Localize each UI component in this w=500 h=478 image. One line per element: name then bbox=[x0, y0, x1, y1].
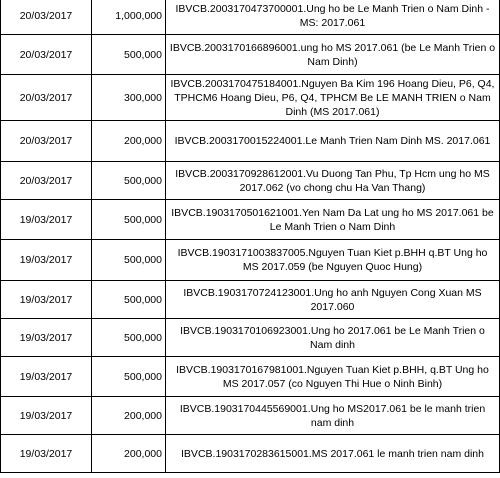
table-row bbox=[1, 162, 500, 200]
table-row bbox=[1, 35, 500, 75]
amount-cell: 500,000 bbox=[92, 35, 166, 75]
amount-cell: 200,000 bbox=[92, 121, 166, 162]
table-row bbox=[1, 240, 500, 281]
date-cell: 19/03/2017 bbox=[1, 435, 92, 473]
description-cell: IBVCB.2003170473700001.Ung ho be Le Manh Trien o Nam Dinh - MS: 2017.061 bbox=[166, 0, 500, 35]
date-cell: 19/03/2017 bbox=[1, 357, 92, 397]
table-row bbox=[1, 281, 500, 319]
description-cell: IBVCB.2003170166896001.ung ho MS 2017.061 (be Le Manh Trien o Nam Dinh) bbox=[166, 35, 500, 75]
description-cell: IBVCB.1903170283615001.MS 2017.061 le manh trien nam dinh bbox=[166, 435, 500, 473]
table-row bbox=[1, 75, 500, 121]
amount-cell: 300,000 bbox=[92, 75, 166, 121]
amount-cell: 200,000 bbox=[92, 435, 166, 473]
donation-table-body bbox=[1, 0, 500, 473]
description-cell: IBVCB.1903171003837005.Nguyen Tuan Kiet p.BHH q.BT Ung ho MS 2017.059 (be Nguyen Quoc Hung) bbox=[166, 240, 500, 281]
description-cell: IBVCB.1903170501621001.Yen Nam Da Lat ung ho MS 2017.061 be Le Manh Trien o Nam Dinh bbox=[166, 200, 500, 240]
description-cell: IBVCB.1903170106923001.Ung ho 2017.061 be Le Manh Trien o Nam dinh bbox=[166, 319, 500, 357]
table-row bbox=[1, 0, 500, 35]
amount-cell: 500,000 bbox=[92, 357, 166, 397]
table-row bbox=[1, 397, 500, 435]
table-row bbox=[1, 200, 500, 240]
amount-cell: 500,000 bbox=[92, 162, 166, 200]
date-cell: 20/03/2017 bbox=[1, 121, 92, 162]
description-cell: IBVCB.1903170167981001.Nguyen Tuan Kiet p.BHH, q.BT Ung ho MS 2017.057 (co Nguyen Thi Hue o Ninh Binh) bbox=[166, 357, 500, 397]
date-cell: 19/03/2017 bbox=[1, 281, 92, 319]
date-cell: 20/03/2017 bbox=[1, 75, 92, 121]
description-cell: IBVCB.2003170475184001.Nguyen Ba Kim 196 Hoang Dieu, P6, Q4, TPHCM6 Hoang Dieu, P6, Q4, TPHCM Be LE MANH TRIEN o Nam Dinh (MS 2017.061) bbox=[166, 75, 500, 121]
date-cell: 19/03/2017 bbox=[1, 240, 92, 281]
amount-cell: 500,000 bbox=[92, 319, 166, 357]
amount-cell: 200,000 bbox=[92, 397, 166, 435]
date-cell: 20/03/2017 bbox=[1, 162, 92, 200]
date-cell: 19/03/2017 bbox=[1, 200, 92, 240]
table-row bbox=[1, 435, 500, 473]
date-cell: 20/03/2017 bbox=[1, 0, 92, 35]
date-cell: 19/03/2017 bbox=[1, 397, 92, 435]
table-row bbox=[1, 357, 500, 397]
date-cell: 20/03/2017 bbox=[1, 35, 92, 75]
amount-cell: 500,000 bbox=[92, 240, 166, 281]
description-cell: IBVCB.2003170015224001.Le Manh Trien Nam Dinh MS. 2017.061 bbox=[166, 121, 500, 162]
date-cell: 19/03/2017 bbox=[1, 319, 92, 357]
table-row bbox=[1, 319, 500, 357]
table-row bbox=[1, 121, 500, 162]
amount-cell: 1,000,000 bbox=[92, 0, 166, 35]
description-cell: IBVCB.1903170445569001.Ung ho MS2017.061 be le manh trien nam dinh bbox=[166, 397, 500, 435]
description-cell: IBVCB.2003170928612001.Vu Duong Tan Phu, Tp Hcm ung ho MS 2017.062 (vo chong chu Ha Van Thang) bbox=[166, 162, 500, 200]
description-cell: IBVCB.1903170724123001.Ung ho anh Nguyen Cong Xuan MS 2017.060 bbox=[166, 281, 500, 319]
amount-cell: 500,000 bbox=[92, 200, 166, 240]
amount-cell: 500,000 bbox=[92, 281, 166, 319]
